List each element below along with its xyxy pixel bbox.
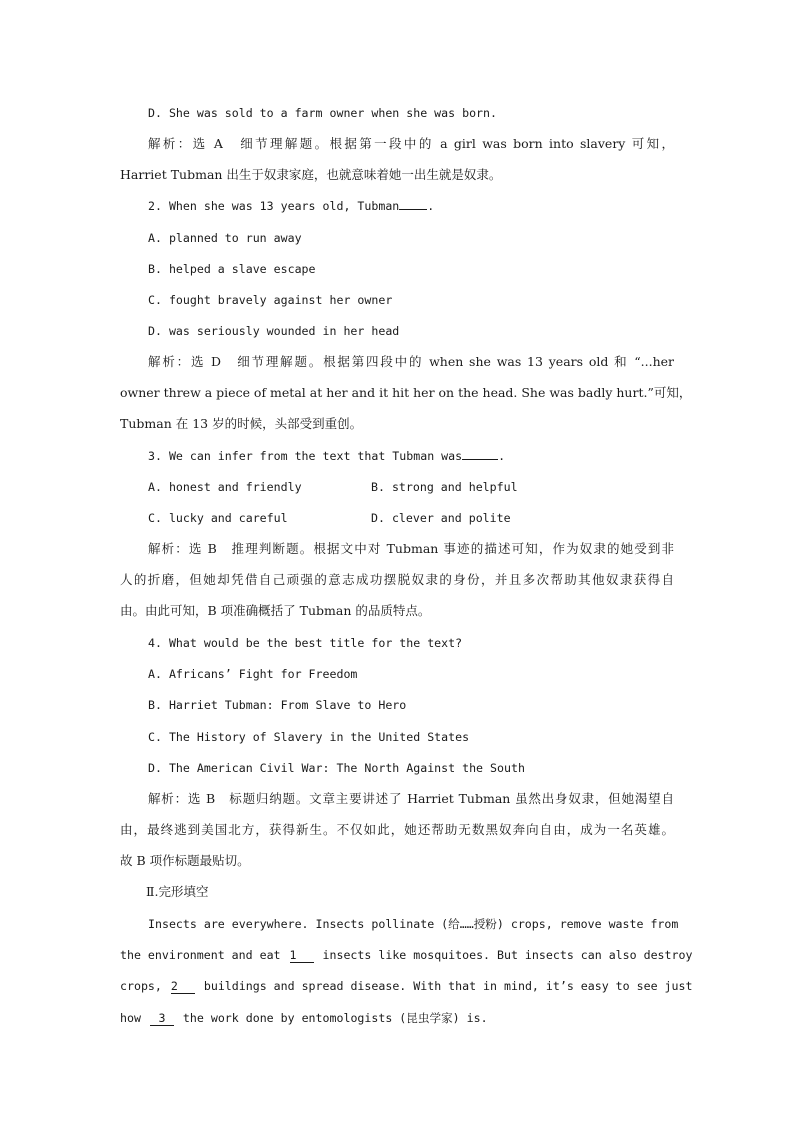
q4-analysis-line-2: 由，最终逃到美国北方，获得新生。不仅如此，她还帮助无数黑奴奔向自由，成为一名英雄。	[120, 822, 674, 837]
cloze-line-4	[120, 1010, 488, 1026]
cloze-blank-2[interactable]: 2	[171, 980, 195, 994]
q1-analysis-line-2: Harriet Tubman 出生于奴隶家庭，也就意味着她一出生就是奴隶。	[120, 167, 502, 182]
q4-option-d: D. The American Civil War: The North Against the South	[148, 761, 525, 775]
q3-option-b: B. strong and helpful	[371, 480, 518, 494]
q3-stem	[148, 448, 505, 464]
cloze-line-3-end: buildings and spread disease. With that in mind, it’s easy to see just	[203, 979, 693, 993]
q1-analysis-line-1: 解析：选 A 细节理解题。根据第一段中的 a girl was born into slavery 可知，	[148, 136, 674, 151]
q3-analysis-line-3: 由。由此可知，B 项准确概括了 Tubman 的品质特点。	[120, 603, 431, 618]
q4-stem: 4. What would be the best title for the text?	[148, 636, 463, 650]
cloze-line-2-start: the environment and eat	[120, 948, 281, 962]
cloze-blank-1[interactable]: 1	[290, 949, 314, 963]
q3-analysis-line-2: 人的折磨，但她却凭借自己顽强的意志成功摆脱奴隶的身份，并且多次帮助其他奴隶获得自	[120, 572, 674, 587]
q4-analysis-line-1: 解析：选 B 标题归纳题。文章主要讲述了 Harriet Tubman 虽然出身奴隶，但她渴望自	[148, 791, 674, 806]
q3-option-d: D. clever and polite	[371, 511, 511, 525]
cloze-line-2-end: insects like mosquitoes. But insects can also destroy	[322, 948, 693, 962]
q4-option-c: C. The History of Slavery in the United States	[148, 730, 470, 744]
q3-option-c: C. lucky and careful	[148, 511, 288, 525]
q2-option-a: A. planned to run away	[148, 231, 302, 245]
q2-option-c: C. fought bravely against her owner	[148, 293, 393, 307]
q3-stem-text: 3. We can infer from the text that Tubman was	[148, 449, 463, 463]
q2-stem	[148, 198, 434, 214]
cloze-line-3	[120, 978, 693, 994]
q2-option-d: D. was seriously wounded in her head	[148, 324, 400, 338]
q3-option-a: A. honest and friendly	[148, 480, 302, 494]
cloze-line-2	[120, 947, 693, 963]
q2-stem-end: .	[427, 199, 435, 213]
q4-option-a: A. Africans’ Fight for Freedom	[148, 667, 358, 681]
cloze-line-3-start: crops,	[120, 979, 162, 993]
q4-option-b: B. Harriet Tubman: From Slave to Hero	[148, 698, 407, 712]
section-heading: Ⅱ.完形填空	[146, 884, 209, 899]
q3-stem-end: .	[498, 449, 506, 463]
cloze-line-4-end: the work done by entomologists (昆虫学家) is.	[182, 1011, 488, 1025]
q2-analysis-line-1: 解析：选 D 细节理解题。根据第四段中的 when she was 13 years old 和 “...her	[148, 354, 674, 369]
q2-analysis-line-2: owner threw a piece of metal at her and it hit her on the head. She was badly hurt.”可知，	[120, 385, 692, 400]
q3-analysis-line-1: 解析：选 B 推理判断题。根据文中对 Tubman 事迹的描述可知，作为奴隶的她受到非	[148, 541, 674, 556]
q2-analysis-line-3: Tubman 在 13 岁的时候，头部受到重创。	[120, 416, 363, 431]
cloze-line-1: Insects are everywhere. Insects pollinate (给……授粉) crops, remove waste from	[148, 917, 679, 931]
q3-answer-blank	[462, 448, 498, 460]
q2-stem-text: 2. When she was 13 years old, Tubman	[148, 199, 400, 213]
cloze-line-4-start: how	[120, 1011, 141, 1025]
q2-answer-blank	[399, 198, 427, 210]
q1-option-d: D. She was sold to a farm owner when she was born.	[148, 106, 498, 120]
q2-option-b: B. helped a slave escape	[148, 262, 316, 276]
cloze-blank-3[interactable]: 3	[150, 1012, 174, 1026]
q4-analysis-line-3: 故 B 项作标题最贴切。	[120, 853, 250, 868]
